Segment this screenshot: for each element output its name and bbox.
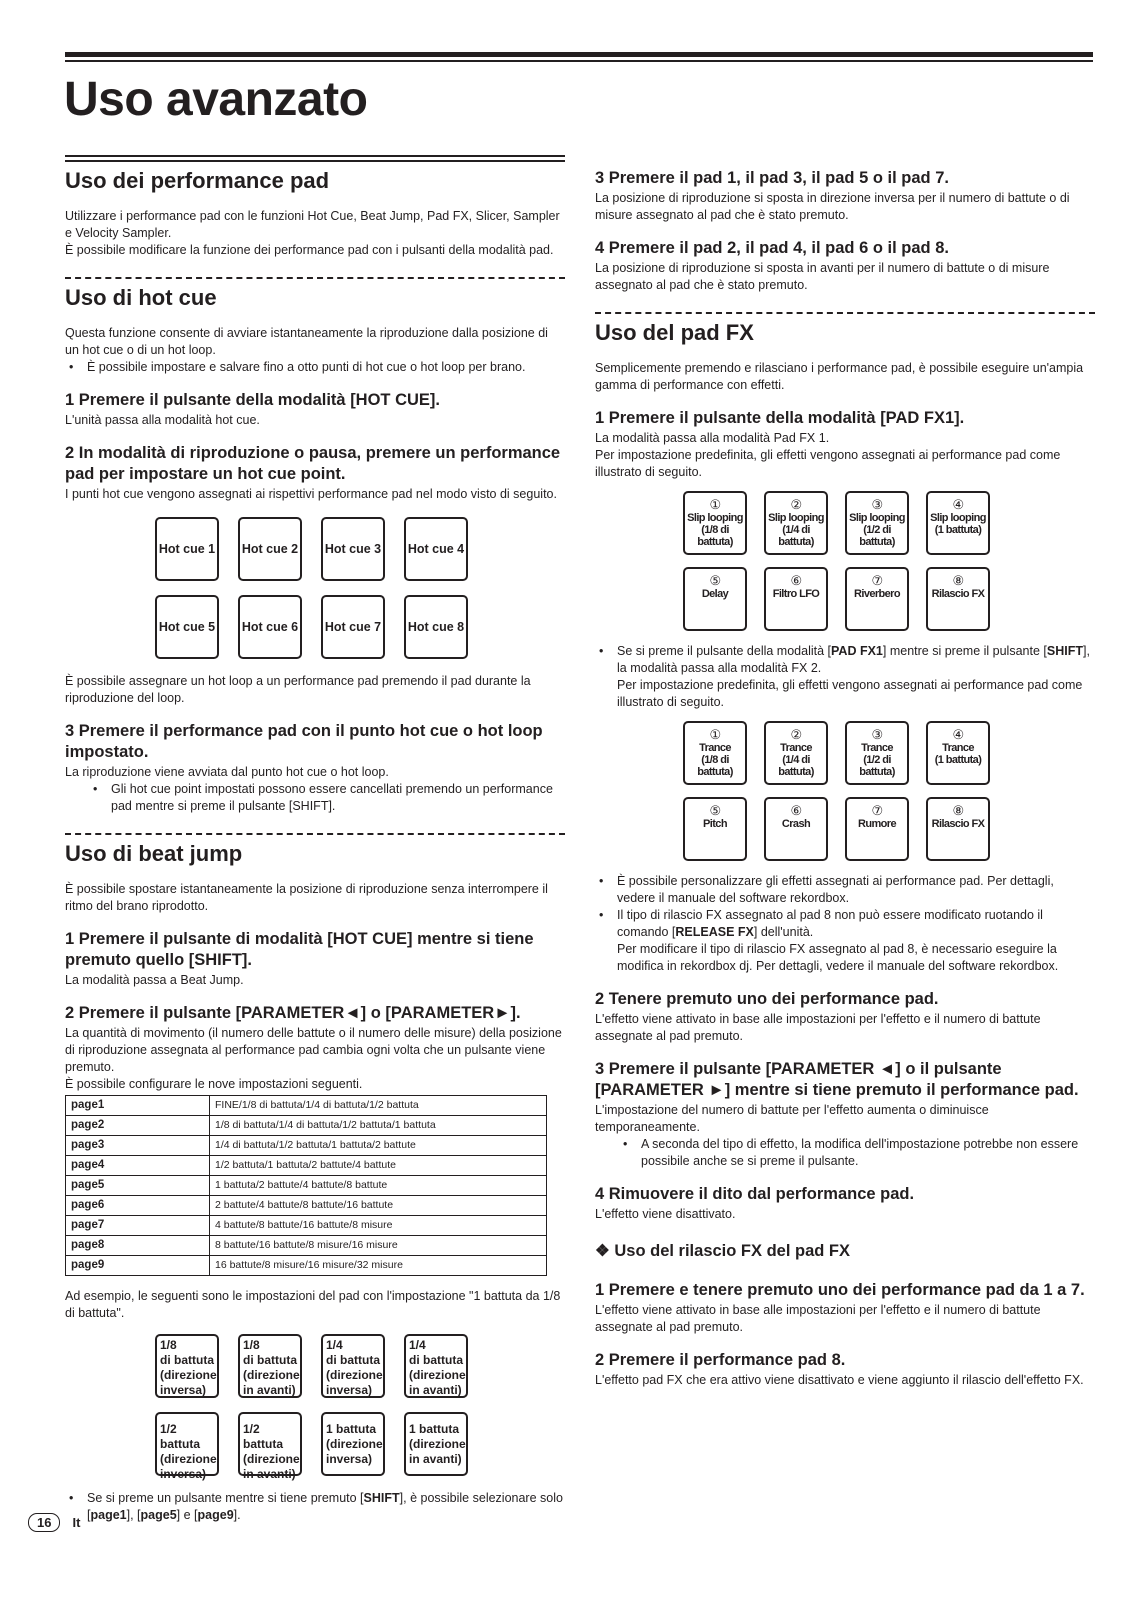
table-value: 2 battute/4 battute/8 battute/16 battute: [210, 1196, 547, 1216]
step-heading: 1 Premere il pulsante della modalità [PAD FX1].: [595, 409, 965, 427]
paragraph: La quantità di movimento (il numero delle battute o il numero delle misure) della posizione di riproduzione assegnata al performance pad cambia ogni volta che un pulsante viene premuto.: [65, 1026, 562, 1074]
bullet-list: [65, 1490, 565, 1524]
paragraph: Ad esempio, le seguenti sono le impostazioni del pad con l'impostazione "1 battuta da 1/8 di battuta".: [65, 1289, 561, 1320]
table-row: [66, 1136, 547, 1156]
paragraph: L'effetto pad FX che era attivo viene disattivato e viene aggiunto il rilascio dell'effetto FX.: [595, 1373, 1084, 1387]
paragraph: Questa funzione consente di avviare istantaneamente la riproduzione dalla posizione di un hot cue o di un hot loop.: [65, 326, 548, 357]
hot-cue-pad: Hot cue 2: [238, 517, 302, 581]
language-code: It: [72, 1515, 81, 1530]
hot-cue-pad: Hot cue 6: [238, 595, 302, 659]
list-item: • È possibile impostare e salvare fino a otto punti di hot cue o hot loop per brano.: [87, 359, 565, 376]
list-item: • A seconda del tipo di effetto, la modifica dell'impostazione potrebbe non essere possibile anche se si preme il pulsante.: [641, 1136, 1095, 1170]
beat-jump-pad-grid: [155, 1334, 565, 1481]
bullet-list: [65, 781, 565, 815]
table-key: page7: [66, 1216, 210, 1236]
fx-pad: ① Trance (1/8 di battuta): [683, 721, 747, 785]
list-item: • Se si preme un pulsante mentre si tiene premuto [SHIFT], è possibile selezionare solo [page1], [page5] e [page9].: [87, 1490, 565, 1524]
fx-pad: ③ Trance (1/2 di battuta): [845, 721, 909, 785]
right-column: [595, 168, 1095, 1389]
table-value: 1/4 di battuta/1/2 battuta/1 battuta/2 battute: [210, 1136, 547, 1156]
table-key: page4: [66, 1156, 210, 1176]
fx-pad: ② Slip looping (1/4 di battuta): [764, 491, 828, 555]
table-value: 4 battute/8 battute/16 battute/8 misure: [210, 1216, 547, 1236]
fx-pad: ① Slip looping (1/8 di battuta): [683, 491, 747, 555]
fx-pad: ⑥ Filtro LFO: [764, 567, 828, 631]
fx-pad: ② Trance (1/4 di battuta): [764, 721, 828, 785]
table-value: 16 battute/8 misure/16 misure/32 misure: [210, 1256, 547, 1276]
section-rule: [65, 155, 565, 162]
page-footer: [28, 1513, 80, 1532]
paragraph: È possibile modificare la funzione dei performance pad con i pulsanti della modalità pad.: [65, 243, 554, 257]
paragraph: L'effetto viene attivato in base alle impostazioni per l'effetto e il numero di battute assegnate al pad premuto.: [595, 1303, 1041, 1334]
step-heading: 1 Premere e tenere premuto uno dei performance pad da 1 a 7.: [595, 1281, 1085, 1299]
fx-pad: ⑦ Rumore: [845, 797, 909, 861]
table-value: 1/2 battuta/1 battuta/2 battute/4 battute: [210, 1156, 547, 1176]
hot-cue-pad: Hot cue 1: [155, 517, 219, 581]
paragraph: È possibile spostare istantaneamente la posizione di riproduzione senza interrompere il ritmo del brano riprodotto.: [65, 882, 548, 913]
step-heading: 1 Premere il pulsante della modalità [HOT CUE].: [65, 391, 441, 409]
table-value: 1 battuta/2 battute/4 battute/8 battute: [210, 1176, 547, 1196]
paragraph: È possibile configurare le nove impostazioni seguenti.: [65, 1077, 363, 1091]
list-item: • È possibile personalizzare gli effetti assegnati ai performance pad. Per dettagli, vedere il manuale del software rekordbox.: [617, 873, 1095, 907]
table-row: [66, 1116, 547, 1136]
fx-pad: ⑤ Delay: [683, 567, 747, 631]
hot-cue-pad-grid: [155, 517, 565, 659]
bullet-list: [595, 643, 1095, 711]
beat-jump-pad: 1/2 battuta (direzione inversa): [155, 1412, 219, 1476]
step-heading: 3 Premere il performance pad con il punto hot cue o hot loop impostato.: [65, 722, 543, 761]
hot-cue-pad: Hot cue 3: [321, 517, 385, 581]
table-key: page2: [66, 1116, 210, 1136]
beat-jump-pad: 1/2 battuta (direzione in avanti): [238, 1412, 302, 1476]
beat-jump-pad: 1 battuta (direzione inversa): [321, 1412, 385, 1476]
fx-pad: ③ Slip looping (1/2 di battuta): [845, 491, 909, 555]
fx-pad: ⑧ Rilascio FX: [926, 567, 990, 631]
step-heading: 4 Premere il pad 2, il pad 4, il pad 6 o il pad 8.: [595, 239, 949, 257]
table-row: [66, 1156, 547, 1176]
table-key: page9: [66, 1256, 210, 1276]
table-key: page6: [66, 1196, 210, 1216]
paragraph: La posizione di riproduzione si sposta in avanti per il numero di battute o di misure assegnato al pad che è stato premuto.: [595, 261, 1050, 292]
beat-jump-pad: 1 battuta (direzione in avanti): [404, 1412, 468, 1476]
bullet-list: [595, 873, 1095, 975]
section-title-beat-jump: Uso di beat jump: [65, 841, 243, 866]
paragraph: I punti hot cue vengono assegnati ai rispettivi performance pad nel modo visto di seguito.: [65, 487, 557, 501]
dashed-divider: [65, 833, 565, 835]
fx-pad: ⑦ Riverbero: [845, 567, 909, 631]
section-title-performance-pad: Uso dei performance pad: [65, 168, 330, 193]
beat-jump-pad: 1/4 di battuta (direzione in avanti): [404, 1334, 468, 1398]
beat-jump-pad: 1/4 di battuta (direzione inversa): [321, 1334, 385, 1398]
step-heading: 3 Premere il pad 1, il pad 3, il pad 5 o il pad 7.: [595, 169, 949, 187]
hot-cue-pad: Hot cue 7: [321, 595, 385, 659]
pad-fx1-grid: [683, 491, 1095, 631]
hot-cue-pad: Hot cue 8: [404, 595, 468, 659]
paragraph: La riproduzione viene avviata dal punto hot cue o hot loop.: [65, 765, 389, 779]
page-number: 16: [28, 1513, 60, 1532]
table-value: 1/8 di battuta/1/4 di battuta/1/2 battuta/1 battuta: [210, 1116, 547, 1136]
table-row: [66, 1256, 547, 1276]
table-value: 8 battute/16 battute/8 misure/16 misure: [210, 1236, 547, 1256]
step-heading: 2 Tenere premuto uno dei performance pad.: [595, 990, 939, 1008]
fx-pad: ⑤ Pitch: [683, 797, 747, 861]
subsection-title-release-fx: ❖ Uso del rilascio FX del pad FX: [595, 1242, 851, 1260]
step-heading: 2 Premere il pulsante [PARAMETER◄] o [PARAMETER►].: [65, 1004, 521, 1022]
table-key: page5: [66, 1176, 210, 1196]
list-item: • Se si preme il pulsante della modalità [PAD FX1] mentre si preme il pulsante [SHIFT], la modalità passa alla modalità FX 2. Per impostazione predefinita, gli effetti vengono assegnati ai performance pad come illustrato di seguito.: [617, 643, 1095, 711]
section-title-pad-fx: Uso del pad FX: [595, 320, 754, 345]
page-title: Uso avanzato: [64, 73, 368, 126]
table-row: [66, 1236, 547, 1256]
fx-pad: ④ Slip looping (1 battuta): [926, 491, 990, 555]
paragraph: L'effetto viene disattivato.: [595, 1207, 736, 1221]
hot-cue-pad: Hot cue 5: [155, 595, 219, 659]
paragraph: La posizione di riproduzione si sposta in direzione inversa per il numero di battute o di misure assegnato al pad che è stato premuto.: [595, 191, 1070, 222]
step-heading: 3 Premere il pulsante [PARAMETER ◄] o il pulsante [PARAMETER ►] mentre si tiene premuto il performance pad.: [595, 1060, 1079, 1099]
step-heading: 2 In modalità di riproduzione o pausa, premere un performance pad per impostare un hot cue point.: [65, 444, 561, 483]
pad-fx2-grid: [683, 721, 1095, 861]
table-key: page3: [66, 1136, 210, 1156]
paragraph: L'unità passa alla modalità hot cue.: [65, 413, 260, 427]
fx-pad: ④ Trance (1 battuta): [926, 721, 990, 785]
section-title-hot-cue: Uso di hot cue: [65, 285, 217, 310]
bullet-list: [595, 1136, 1095, 1170]
header-rules: [65, 52, 1093, 62]
dashed-divider: [595, 312, 1095, 314]
list-item: • Il tipo di rilascio FX assegnato al pad 8 non può essere modificato ruotando il comando [RELEASE FX] dell'unità. Per modificare il tipo di rilascio FX assegnato al pad 8, è necessario eseguire la modifica in rekordbox dj. Per dettagli, vedere il manuale del software rekordbox.: [617, 907, 1095, 975]
step-heading: 1 Premere il pulsante di modalità [HOT CUE] mentre si tiene premuto quello [SHIFT].: [65, 930, 534, 969]
left-column: [65, 155, 565, 1524]
paragraph: Utilizzare i performance pad con le funzioni Hot Cue, Beat Jump, Pad FX, Slicer, Sampler e Velocity Sampler.: [65, 209, 560, 240]
paragraph: È possibile assegnare un hot loop a un performance pad premendo il pad durante la riproduzione del loop.: [65, 674, 531, 705]
paragraph: L'impostazione del numero di battute per l'effetto aumenta o diminuisce temporaneamente.: [595, 1103, 989, 1134]
table-value: FINE/1/8 di battuta/1/4 di battuta/1/2 battuta: [210, 1096, 547, 1116]
list-item: • Gli hot cue point impostati possono essere cancellati premendo un performance pad mentre si preme il pulsante [SHIFT].: [111, 781, 565, 815]
fx-pad: ⑧ Rilascio FX: [926, 797, 990, 861]
paragraph: Per impostazione predefinita, gli effetti vengono assegnati ai performance pad come illustrato di seguito.: [595, 448, 1061, 479]
bullet-list: [65, 359, 565, 376]
paragraph: Semplicemente premendo e rilasciano i performance pad, è possibile eseguire un'ampia gamma di performance con effetti.: [595, 361, 1084, 392]
step-heading: 2 Premere il performance pad 8.: [595, 1351, 846, 1369]
beat-jump-pad: 1/8 di battuta (direzione inversa): [155, 1334, 219, 1398]
paragraph: L'effetto viene attivato in base alle impostazioni per l'effetto e il numero di battute assegnate al pad premuto.: [595, 1012, 1041, 1043]
beat-jump-pad: 1/8 di battuta (direzione in avanti): [238, 1334, 302, 1398]
table-row: [66, 1216, 547, 1236]
table-key: page8: [66, 1236, 210, 1256]
beat-jump-pages-table: [65, 1095, 547, 1276]
table-key: page1: [66, 1096, 210, 1116]
fx-pad: ⑥ Crash: [764, 797, 828, 861]
table-row: [66, 1176, 547, 1196]
table-row: [66, 1096, 547, 1116]
paragraph: La modalità passa alla modalità Pad FX 1.: [595, 431, 830, 445]
table-row: [66, 1196, 547, 1216]
step-heading: 4 Rimuovere il dito dal performance pad.: [595, 1185, 915, 1203]
dashed-divider: [65, 277, 565, 279]
paragraph: La modalità passa a Beat Jump.: [65, 973, 244, 987]
hot-cue-pad: Hot cue 4: [404, 517, 468, 581]
